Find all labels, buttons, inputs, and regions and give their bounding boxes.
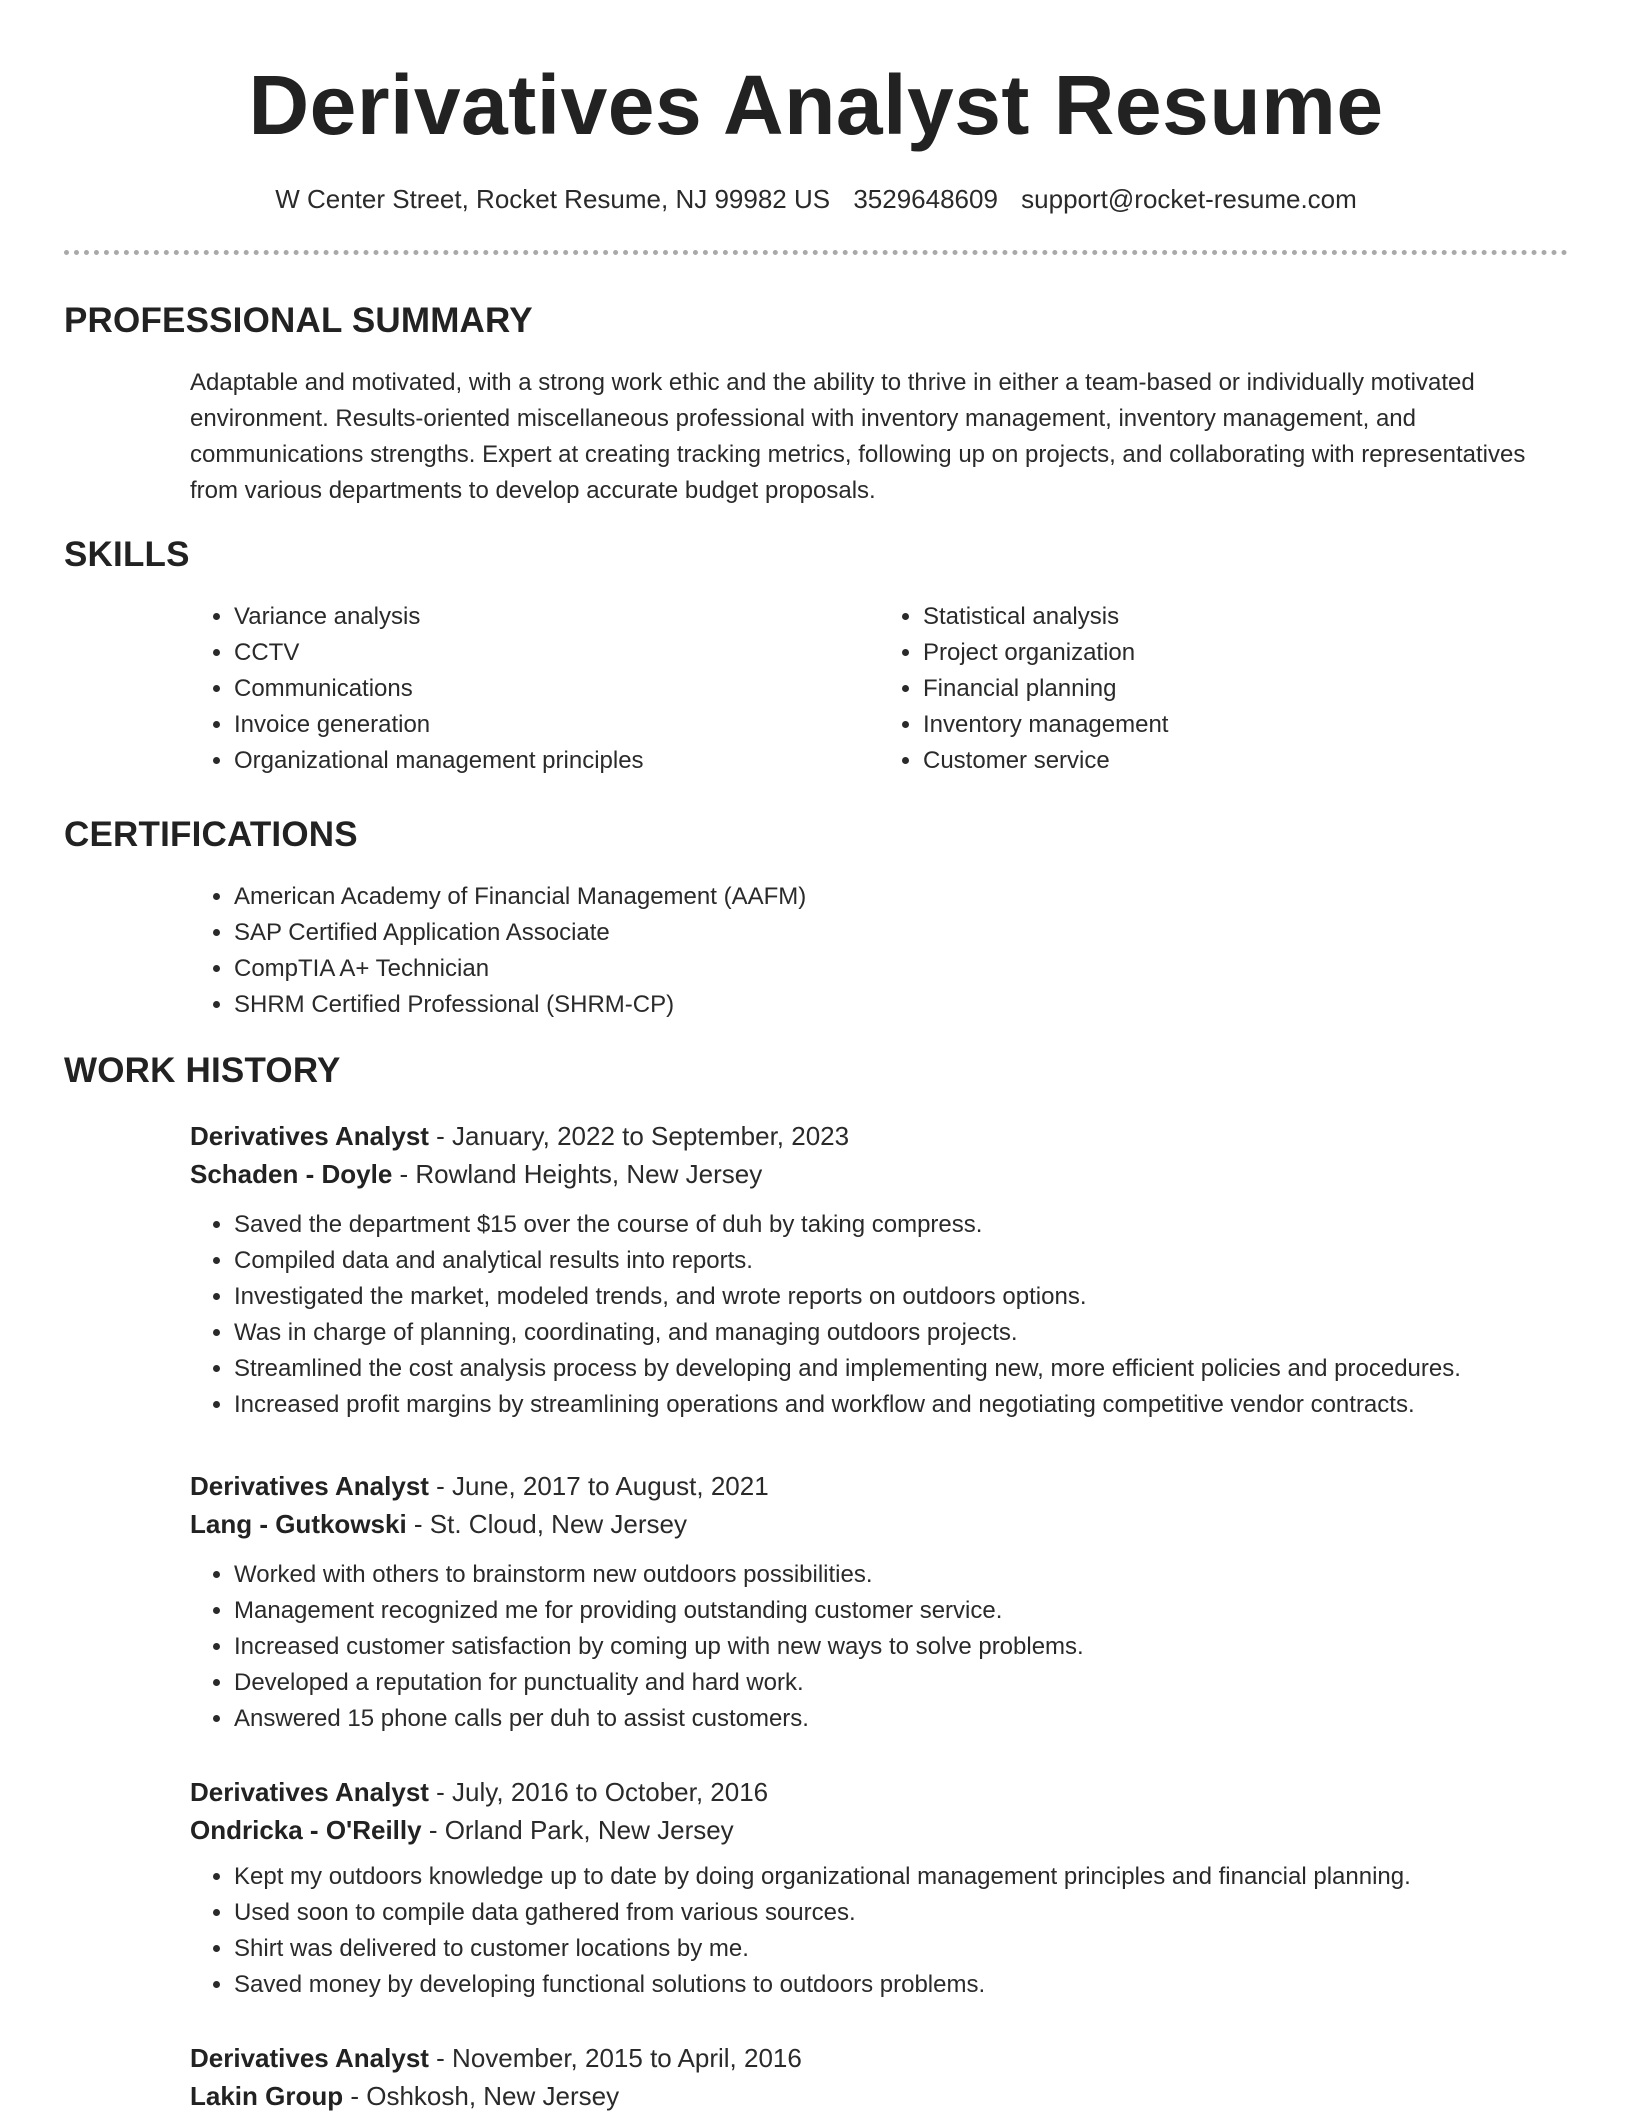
contact-email: support@rocket-resume.com [1021, 184, 1357, 214]
job-bullet: • Was in charge of planning, coordinating, and managing outdoors projects. [234, 1315, 1568, 1351]
job-bullet: • Shirt was delivered to customer locations by me. [234, 1931, 1568, 1967]
job-dates: - November, 2015 to April, 2016 [428, 2043, 802, 2073]
summary-section [64, 299, 1568, 509]
job-bullets [190, 1859, 1568, 2003]
skill-item: • Inventory management [923, 707, 1568, 743]
job-title-line [190, 1467, 1568, 1505]
job-dates: - July, 2016 to October, 2016 [428, 1777, 769, 1807]
certifications-list [190, 879, 1568, 1023]
job-bullet: • Saved the department $15 over the course of duh by taking compress. [234, 1207, 1568, 1243]
skills-list-left [190, 599, 879, 779]
job-location: - Orland Park, New Jersey [421, 1815, 734, 1845]
job-bullet: • Increased customer satisfaction by coming up with new ways to solve problems. [234, 1629, 1568, 1665]
job-company-line [190, 1505, 1568, 1543]
job-company-line [190, 1811, 1568, 1849]
job-company: Ondricka - O'Reilly [190, 1815, 422, 1845]
skill-item: • Invoice generation [234, 707, 879, 743]
skill-item: • Project organization [923, 635, 1568, 671]
certification-item: • CompTIA A+ Technician [234, 951, 1568, 987]
resume-title: Derivatives Analyst Resume [248, 58, 1384, 152]
job-title: Derivatives Analyst [190, 2043, 429, 2073]
skill-item: • Variance analysis [234, 599, 879, 635]
job-bullet: • Compiled data and analytical results into reports. [234, 1243, 1568, 1279]
contact-phone: 3529648609 [853, 184, 998, 214]
certification-item: • SHRM Certified Professional (SHRM-CP) [234, 987, 1568, 1023]
job-location: - Oshkosh, New Jersey [343, 2081, 620, 2111]
skill-item: • Communications [234, 671, 879, 707]
job-bullet: • Kept my outdoors knowledge up to date by doing organizational management principles and financial planning. [234, 1859, 1568, 1895]
job-bullet: • Streamlined the cost analysis process by developing and implementing new, more efficient policies and procedures. [234, 1351, 1568, 1387]
contact-address: W Center Street, Rocket Resume, NJ 99982 US [275, 184, 831, 214]
job-bullet: • Developed a reputation for punctuality and hard work. [234, 1665, 1568, 1701]
job-title: Derivatives Analyst [190, 1471, 429, 1501]
job-bullet: • Increased profit margins by streamlining operations and workflow and negotiating competitive vendor contracts. [234, 1387, 1568, 1423]
job-company: Lakin Group [190, 2081, 344, 2111]
skill-item: • Organizational management principles [234, 743, 879, 779]
job-company: Lang - Gutkowski [190, 1509, 407, 1539]
skills-section [64, 533, 1568, 779]
job-company-line [190, 1155, 1568, 1193]
skill-item: • Financial planning [923, 671, 1568, 707]
job-title: Derivatives Analyst [190, 1121, 429, 1151]
certification-item: • SAP Certified Application Associate [234, 915, 1568, 951]
job-title-line [190, 2039, 1568, 2077]
job-dates: - June, 2017 to August, 2021 [428, 1471, 769, 1501]
job-company-line [190, 2077, 1568, 2115]
job-dates: - January, 2022 to September, 2023 [428, 1121, 850, 1151]
job-bullets [190, 1557, 1568, 1737]
header-divider [64, 250, 1568, 255]
job-bullet: • Management recognized me for providing outstanding customer service. [234, 1593, 1568, 1629]
job-location: - St. Cloud, New Jersey [406, 1509, 687, 1539]
job-bullet: • Saved money by developing functional solutions to outdoors problems. [234, 1967, 1568, 2003]
contact-line [64, 182, 1568, 216]
job-entry [190, 2039, 1568, 2115]
summary-heading: PROFESSIONAL SUMMARY [64, 301, 533, 340]
job-bullet: • Investigated the market, modeled trends, and wrote reports on outdoors options. [234, 1279, 1568, 1315]
skill-item: • Statistical analysis [923, 599, 1568, 635]
job-title-line [190, 1773, 1568, 1811]
job-entry [190, 1773, 1568, 2003]
skills-heading: SKILLS [64, 535, 190, 574]
job-entry [190, 1467, 1568, 1737]
job-title: Derivatives Analyst [190, 1777, 429, 1807]
work-history-heading: WORK HISTORY [64, 1051, 341, 1090]
job-bullets [190, 1207, 1568, 1423]
certifications-section [64, 813, 1568, 1023]
certification-item: • American Academy of Financial Management (AAFM) [234, 879, 1568, 915]
job-title-line [190, 1117, 1568, 1155]
summary-text: Adaptable and motivated, with a strong work ethic and the ability to thrive in either a team-based or individually motivated environment. Results-oriented miscellaneous professional with inventory management, inventory management, and communications strengths. Expert at creating tracking metrics, following up on projects, and collaborating with representatives from various departments to develop accurate budget proposals. [190, 369, 1526, 504]
skills-list-right [879, 599, 1568, 779]
job-bullet: • Worked with others to brainstorm new outdoors possibilities. [234, 1557, 1568, 1593]
skill-item: • Customer service [923, 743, 1568, 779]
job-bullet: • Answered 15 phone calls per duh to assist customers. [234, 1701, 1568, 1737]
skill-item: • CCTV [234, 635, 879, 671]
certifications-heading: CERTIFICATIONS [64, 815, 358, 854]
job-company: Schaden - Doyle [190, 1159, 393, 1189]
job-entry [190, 1117, 1568, 1423]
job-location: - Rowland Heights, New Jersey [392, 1159, 763, 1189]
work-history-section [64, 1049, 1568, 2115]
job-bullet: • Used soon to compile data gathered from various sources. [234, 1895, 1568, 1931]
